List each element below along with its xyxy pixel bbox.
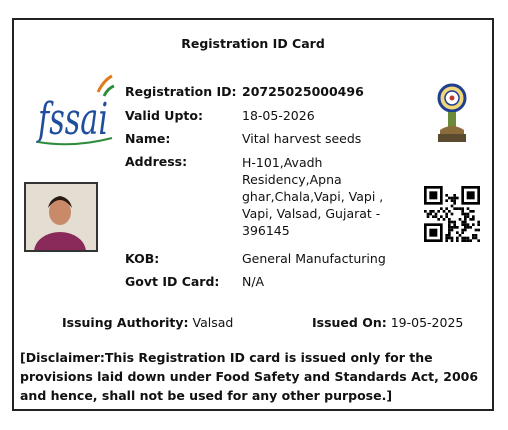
svg-text:fssai: fssai xyxy=(35,94,108,145)
valid-upto-label: Valid Upto: xyxy=(125,108,203,123)
address-line: 396145 xyxy=(242,223,290,238)
person-photo-icon xyxy=(26,184,96,250)
address-value xyxy=(242,154,402,239)
issuing-authority-value: Valsad xyxy=(192,315,234,330)
address-line: Vapi, Valsad, Gujarat - xyxy=(242,206,381,221)
registration-id-value: 20725025000496 xyxy=(242,84,364,99)
address-line: ghar,Chala,Vapi, Vapi , xyxy=(242,189,384,204)
name-value: Vital harvest seeds xyxy=(242,131,362,146)
issuing-authority xyxy=(62,315,233,330)
address-line: H-101,Avadh xyxy=(242,155,323,170)
govt-id-value: N/A xyxy=(242,274,265,289)
govt-id-label: Govt ID Card: xyxy=(125,274,220,289)
registration-id-label: Registration ID: xyxy=(125,84,237,99)
issuing-authority-label: Issuing Authority: xyxy=(62,315,189,330)
disclaimer-text: [Disclaimer:This Registration ID card is issued only for the provisions laid down under Food Safety and Standards Act, 2006 and hence, shall not be used for any other purpose.] xyxy=(20,350,479,403)
issued-on-value: 19-05-2025 xyxy=(390,315,464,330)
emblem-seal-icon xyxy=(434,82,470,144)
issued-on-label: Issued On: xyxy=(312,315,387,330)
card-title: Registration ID Card xyxy=(181,36,325,51)
qr-code-icon xyxy=(424,186,480,242)
registration-id-card xyxy=(12,18,494,411)
fssai-logo-icon xyxy=(34,74,116,154)
name-label: Name: xyxy=(125,131,171,146)
address-label: Address: xyxy=(125,154,188,169)
valid-upto-value: 18-05-2026 xyxy=(242,108,315,123)
holder-photo xyxy=(24,182,98,252)
address-line: Residency,Apna xyxy=(242,172,342,187)
issued-on xyxy=(312,315,463,330)
kob-value: General Manufacturing xyxy=(242,251,386,266)
kob-label: KOB: xyxy=(125,251,160,266)
